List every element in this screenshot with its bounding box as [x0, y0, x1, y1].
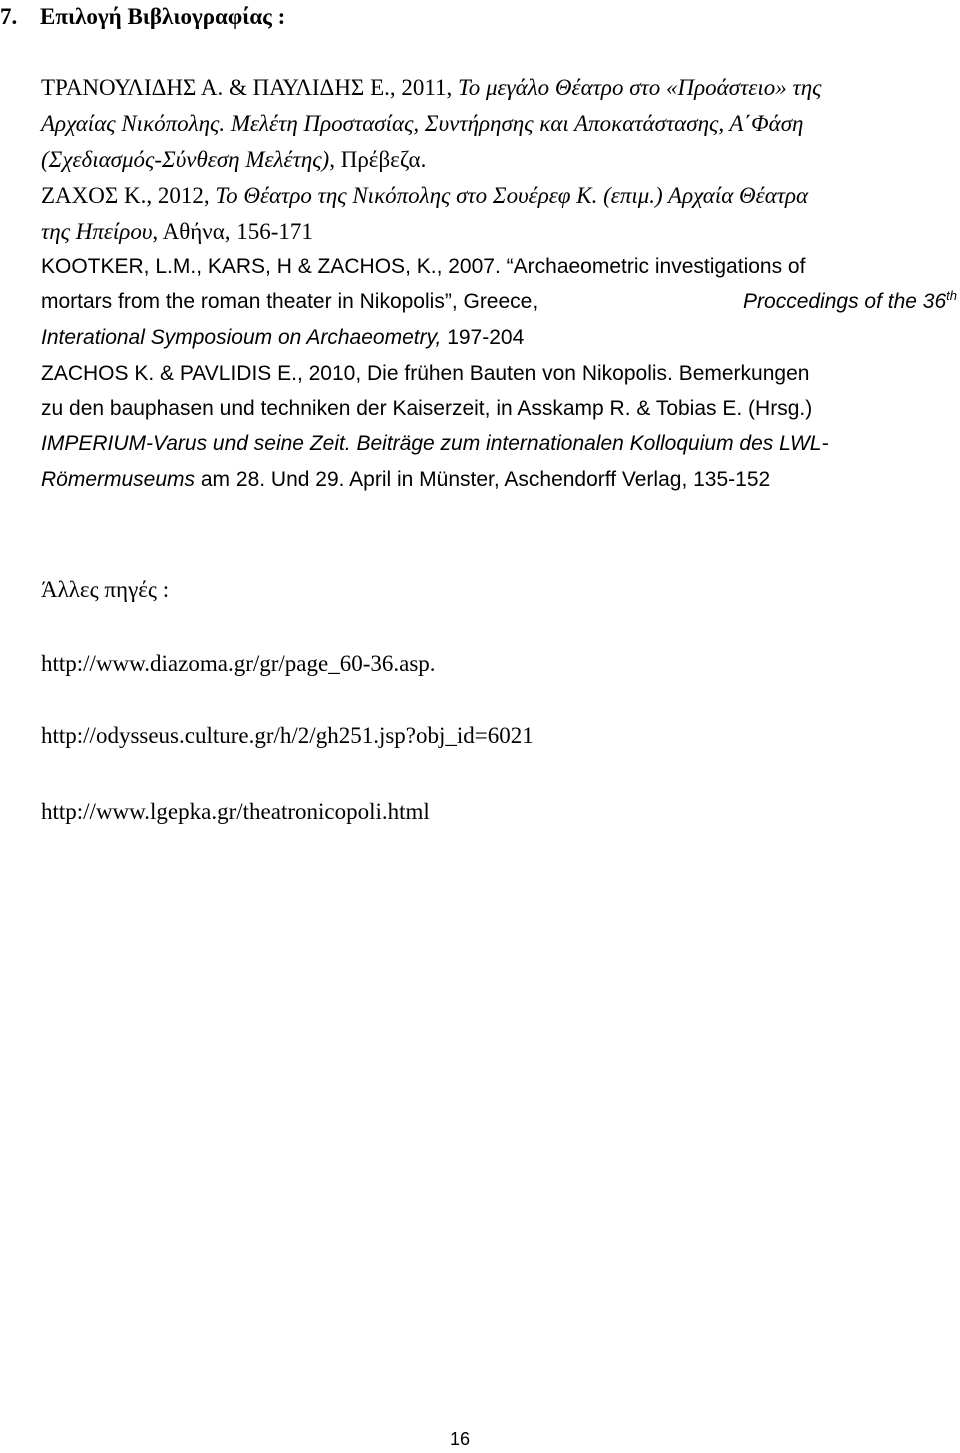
reference-3-line-2: mortars from the roman theater in Nikopolis”, Greece, Proccedings of the 36th — [41, 288, 957, 313]
source-link[interactable]: http://www.diazoma.gr/gr/page_60-36.asp. — [41, 651, 436, 676]
reference-1-line-1: ΤΡΑΝΟΥΛΙΔΗΣ Α. & ΠΑΥΛΙΔΗΣ Ε., 2011, Το μεγάλο Θέατρο στο «Προάστειο» της — [41, 75, 822, 100]
reference-4-line-2: zu den bauphasen und techniken der Kaiserzeit, in Asskamp R. & Tobias E. (Hrsg.) — [41, 397, 813, 420]
reference-2-line-1: ΖΑΧΟΣ Κ., 2012, Το Θέατρο της Νικόπολης στο Σουέρεφ Κ. (επιμ.) Αρχαία Θέατρα — [41, 183, 809, 208]
reference-1-line-3: (Σχεδιασμός-Σύνθεση Μελέτης), Πρέβεζα. — [41, 147, 427, 172]
section-heading — [0, 4, 285, 30]
source-link[interactable]: http://odysseus.culture.gr/h/2/gh251.jsp?obj_id=6021 — [41, 723, 534, 748]
reference-2-line-2: της Ηπείρου, Αθήνα, 156-171 — [41, 219, 313, 244]
reference-3-line-3: Interational Symposioum on Archaeometry, 197-204 — [41, 326, 525, 349]
reference-4-line-1: ZACHOS K. & PAVLIDIS E., 2010, Die frühen Bauten von Nikopolis. Bemerkungen — [41, 362, 810, 385]
reference-1-line-2: Αρχαίας Νικόπολης. Μελέτη Προστασίας, Συντήρησης και Αποκατάστασης, Α΄Φάση — [41, 111, 804, 136]
page-number: 16 — [449, 1429, 471, 1449]
source-link[interactable]: http://www.lgepka.gr/theatronicopoli.html — [41, 799, 430, 824]
section-number: 7. — [0, 4, 18, 29]
reference-3-line-1: KOOTKER, L.M., KARS, H & ZACHOS, K., 2007. “Archaeometric investigations of — [41, 255, 806, 278]
reference-4-line-3: IMPERIUM-Varus und seine Zeit. Beiträge zum internationalen Kolloquium des LWL- — [41, 432, 829, 455]
other-sources-title: Άλλες πηγές : — [41, 577, 170, 602]
reference-4-line-4: Römermuseums am 28. Und 29. April in Münster, Aschendorff Verlag, 135-152 — [41, 468, 771, 491]
section-title: Επιλογή Βιβλιογραφίας : — [40, 4, 286, 29]
